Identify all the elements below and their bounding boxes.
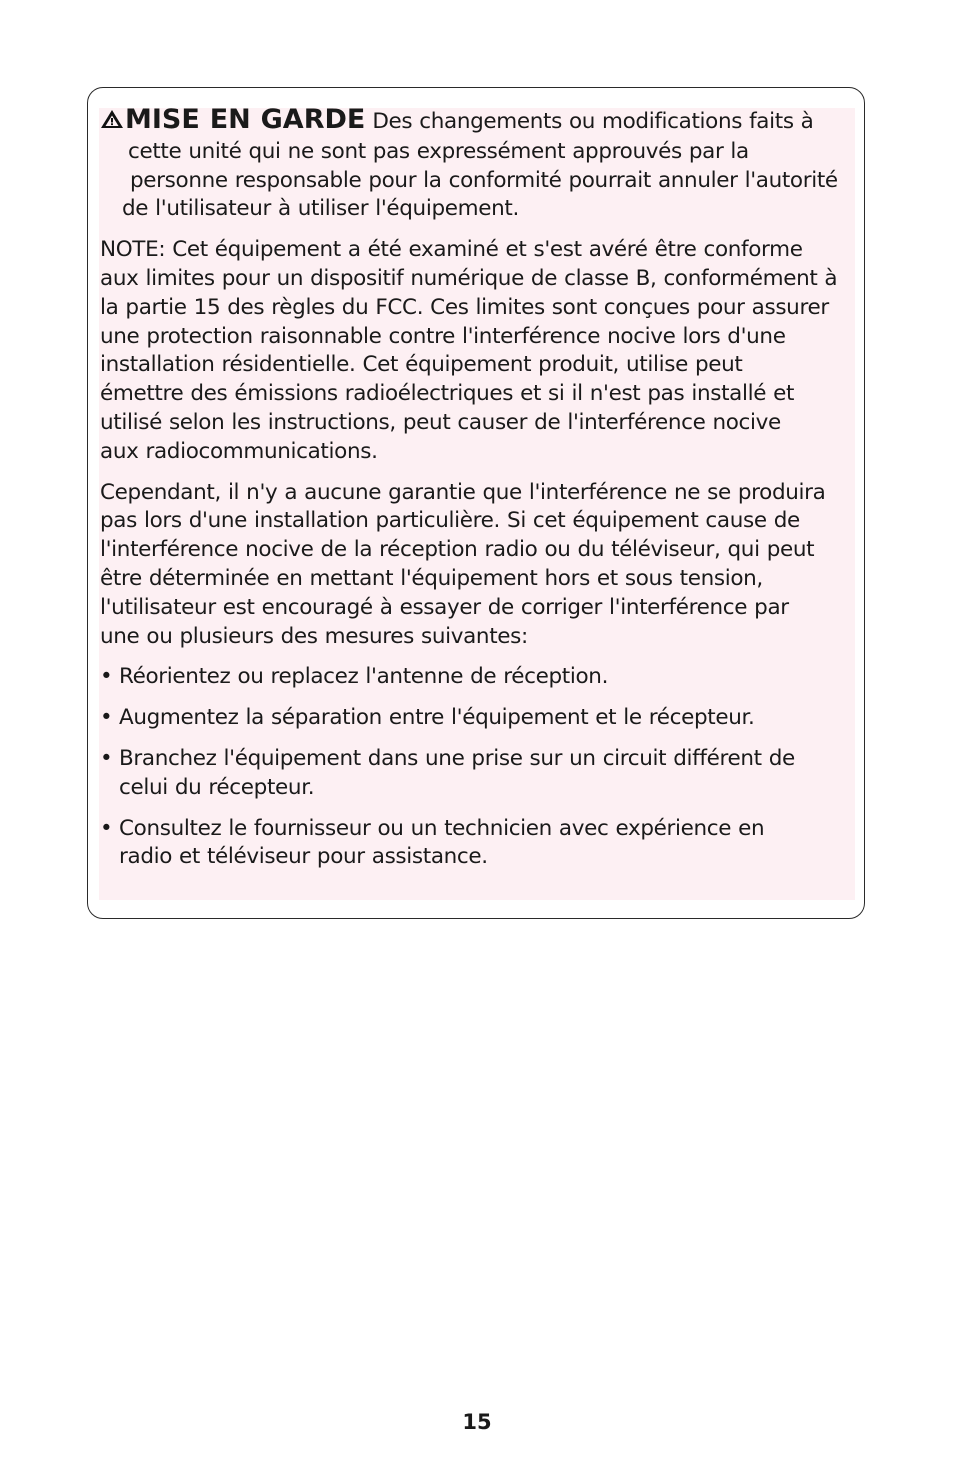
note-line: aux radiocommunications. bbox=[100, 438, 378, 464]
warning-text-line-3: personne responsable pour la conformité pourrait annuler l'autorité bbox=[130, 167, 838, 193]
bullet-text: radio et téléviseur pour assistance. bbox=[119, 844, 488, 870]
warning-first-line bbox=[100, 106, 860, 138]
warning-text-line-4: de l'utilisateur à utiliser l'équipement. bbox=[122, 196, 519, 222]
bullet-text: Réorientez ou replacez l'antenne de réception. bbox=[119, 664, 609, 690]
list-item bbox=[100, 815, 860, 873]
however-line: Cependant, il n'y a aucune garantie que l'interférence ne se produira bbox=[100, 479, 826, 505]
list-item bbox=[100, 704, 860, 733]
note-line: installation résidentielle. Cet équipement produit, utilise peut bbox=[100, 352, 743, 378]
bullet-icon: • bbox=[100, 705, 113, 731]
however-line: une ou plusieurs des mesures suivantes: bbox=[100, 623, 528, 649]
warning-text-line-2: cette unité qui ne sont pas expressément approuvés par la bbox=[128, 138, 749, 164]
note-line: la partie 15 des règles du FCC. Ces limites sont conçues pour assurer bbox=[100, 294, 829, 320]
bullet-text: Consultez le fournisseur ou un technicien avec expérience en bbox=[119, 815, 765, 841]
note-paragraph bbox=[100, 236, 860, 466]
note-line: utilisé selon les instructions, peut causer de l'interférence nocive bbox=[100, 409, 781, 435]
bullet-icon: • bbox=[100, 815, 113, 841]
warning-text-line-1: Des changements ou modifications faits à bbox=[372, 109, 814, 134]
note-line: émettre des émissions radioélectriques et si il n'est pas installé et bbox=[100, 381, 795, 407]
note-line: une protection raisonnable contre l'interférence nocive lors d'une bbox=[100, 323, 786, 349]
fcc-notice-content bbox=[100, 106, 860, 884]
page-number: 15 bbox=[462, 1410, 492, 1434]
however-line: être déterminée en mettant l'équipement hors et sous tension, bbox=[100, 565, 763, 591]
warning-triangle-icon bbox=[100, 109, 124, 138]
note-line: aux limites pour un dispositif numérique de classe B, conformément à bbox=[100, 265, 838, 291]
bullet-icon: • bbox=[100, 745, 113, 771]
note-line: NOTE: Cet équipement a été examiné et s'est avéré être conforme bbox=[100, 237, 803, 263]
warning-heading: MISE EN GARDE bbox=[125, 104, 366, 135]
list-item bbox=[100, 745, 860, 803]
however-line: pas lors d'une installation particulière. Si cet équipement cause de bbox=[100, 508, 800, 534]
however-paragraph bbox=[100, 479, 860, 652]
bullet-text: celui du récepteur. bbox=[119, 774, 315, 800]
bullet-text: Augmentez la séparation entre l'équipement et le récepteur. bbox=[119, 705, 755, 731]
bullet-text: Branchez l'équipement dans une prise sur un circuit différent de bbox=[119, 745, 795, 771]
however-line: l'interférence nocive de la réception radio ou du téléviseur, qui peut bbox=[100, 537, 815, 563]
warning-paragraph bbox=[100, 106, 860, 224]
list-item bbox=[100, 663, 860, 692]
bullet-icon: • bbox=[100, 664, 113, 690]
however-line: l'utilisateur est encouragé à essayer de corriger l'interférence par bbox=[100, 594, 789, 620]
